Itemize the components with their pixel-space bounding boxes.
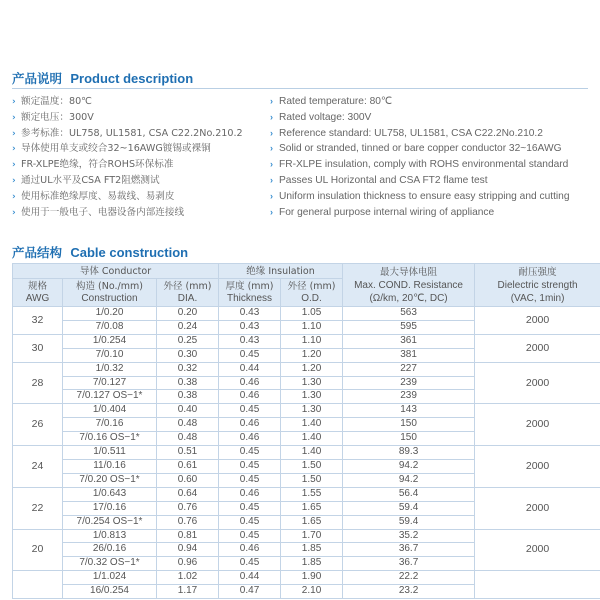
- description-item-text: Rated temperature: 80℃: [279, 96, 393, 107]
- description-item-text: Rated voltage: 300V: [279, 111, 372, 123]
- description-item: [12, 157, 262, 173]
- od-cell: 1.90: [281, 571, 343, 585]
- chevron-right-icon: ›: [270, 143, 273, 154]
- description-item-text: 导体使用单支或绞合32~16AWG镀锡或裸铜: [21, 143, 211, 155]
- thickness-cell: 0.45: [219, 557, 281, 571]
- header-dia: 外径 (mm) DIA.: [157, 279, 219, 307]
- awg-cell: [13, 571, 63, 599]
- dia-cell: 0.94: [157, 543, 219, 557]
- cable-construction-title-cn: 产品结构: [12, 245, 63, 260]
- dia-cell: 0.38: [157, 390, 219, 404]
- construction-cell: 7/0.127 OS−1*: [63, 390, 157, 404]
- table-row: [13, 529, 600, 543]
- dielectric-cell: 2000: [475, 529, 600, 571]
- table-row: [13, 307, 600, 321]
- description-item: [270, 189, 595, 205]
- dielectric-cell: 2000: [475, 446, 600, 488]
- table-row: [13, 446, 600, 460]
- od-cell: 1.40: [281, 446, 343, 460]
- od-cell: 1.30: [281, 376, 343, 390]
- description-item-text: 额定温度：80℃: [21, 96, 92, 107]
- dielectric-cell: 2000: [475, 334, 600, 362]
- dielectric-cell: 2000: [475, 404, 600, 446]
- construction-cell: 1/0.643: [63, 487, 157, 501]
- construction-cell: 1/0.511: [63, 446, 157, 460]
- chevron-right-icon: ›: [270, 111, 273, 122]
- resistance-cell: 361: [343, 334, 475, 348]
- od-cell: 1.30: [281, 404, 343, 418]
- dielectric-cell: 2000: [475, 307, 600, 335]
- resistance-cell: 381: [343, 348, 475, 362]
- dielectric-cell: 2000: [475, 362, 600, 404]
- thickness-cell: 0.45: [219, 529, 281, 543]
- chevron-right-icon: ›: [12, 112, 16, 123]
- cable-construction-title: [12, 243, 188, 261]
- od-cell: 1.40: [281, 432, 343, 446]
- thickness-cell: 0.46: [219, 543, 281, 557]
- resistance-cell: 36.7: [343, 557, 475, 571]
- description-item: [270, 173, 595, 189]
- description-item: [270, 157, 595, 173]
- header-thickness: 厚度 (mm) Thickness: [219, 279, 281, 307]
- description-item-text: 通过UL水平及CSA FT2阻燃测试: [21, 174, 160, 186]
- construction-cell: 7/0.10: [63, 348, 157, 362]
- resistance-cell: 94.2: [343, 459, 475, 473]
- dia-cell: 0.32: [157, 362, 219, 376]
- dia-cell: 0.51: [157, 446, 219, 460]
- header-construction: 构造 (No./mm) Construction: [63, 279, 157, 307]
- description-list-en: [270, 94, 595, 220]
- od-cell: 1.65: [281, 515, 343, 529]
- thickness-cell: 0.46: [219, 432, 281, 446]
- od-cell: 1.50: [281, 473, 343, 487]
- dia-cell: 0.48: [157, 418, 219, 432]
- construction-cell: 16/0.254: [63, 585, 157, 599]
- dielectric-cell: [475, 571, 600, 599]
- thickness-cell: 0.43: [219, 307, 281, 321]
- description-item: [12, 205, 262, 221]
- thickness-cell: 0.45: [219, 515, 281, 529]
- chevron-right-icon: ›: [270, 96, 273, 106]
- dia-cell: 0.40: [157, 404, 219, 418]
- thickness-cell: 0.45: [219, 446, 281, 460]
- product-description-title-en: Product description: [70, 71, 194, 86]
- resistance-cell: 563: [343, 307, 475, 321]
- resistance-cell: 59.4: [343, 501, 475, 515]
- dia-cell: 0.30: [157, 348, 219, 362]
- construction-cell: 7/0.08: [63, 320, 157, 334]
- description-item: [12, 189, 262, 205]
- awg-cell: 24: [13, 446, 63, 488]
- chevron-right-icon: ›: [12, 97, 16, 107]
- resistance-cell: 143: [343, 404, 475, 418]
- resistance-cell: 22.2: [343, 571, 475, 585]
- description-item: [270, 126, 595, 142]
- construction-cell: 7/0.127: [63, 376, 157, 390]
- description-item-text: 参考标准：UL758, UL1581, CSA C22.2No.210.2: [21, 127, 243, 139]
- construction-cell: 1/0.32: [63, 362, 157, 376]
- od-cell: 1.20: [281, 348, 343, 362]
- description-item-text: FR-XLPE insulation, comply with ROHS environmental standard: [279, 159, 569, 171]
- construction-cell: 1/0.20: [63, 307, 157, 321]
- construction-cell: 7/0.32 OS−1*: [63, 557, 157, 571]
- awg-cell: 32: [13, 307, 63, 335]
- thickness-cell: 0.43: [219, 320, 281, 334]
- product-description-title-cn: 产品说明: [12, 71, 63, 86]
- thickness-cell: 0.43: [219, 334, 281, 348]
- thickness-cell: 0.45: [219, 459, 281, 473]
- thickness-cell: 0.45: [219, 348, 281, 362]
- dia-cell: 0.61: [157, 459, 219, 473]
- thickness-cell: 0.44: [219, 571, 281, 585]
- table-row: [13, 362, 600, 376]
- od-cell: 1.55: [281, 487, 343, 501]
- resistance-cell: 59.4: [343, 515, 475, 529]
- header-insulation: 绝缘 Insulation: [219, 264, 343, 279]
- description-item-text: FR-XLPE绝缘，符合ROHS环保标准: [21, 159, 174, 171]
- construction-cell: 1/0.813: [63, 529, 157, 543]
- header-od: 外径 (mm) O.D.: [281, 279, 343, 307]
- description-item-text: 使用标准绝缘厚度、易裁线、易剥皮: [21, 190, 175, 202]
- od-cell: 2.10: [281, 585, 343, 599]
- thickness-cell: 0.46: [219, 487, 281, 501]
- description-item: [12, 94, 262, 110]
- table-row: [13, 404, 600, 418]
- dia-cell: 0.81: [157, 529, 219, 543]
- resistance-cell: 94.2: [343, 473, 475, 487]
- description-item-text: Reference standard: UL758, UL1581, CSA C22.2No.210.2: [279, 127, 543, 139]
- chevron-right-icon: ›: [270, 174, 273, 185]
- description-item: [270, 205, 595, 221]
- thickness-cell: 0.45: [219, 473, 281, 487]
- dia-cell: 1.17: [157, 585, 219, 599]
- dia-cell: 0.24: [157, 320, 219, 334]
- dia-cell: 0.25: [157, 334, 219, 348]
- chevron-right-icon: ›: [12, 160, 16, 171]
- section-divider: [12, 88, 588, 89]
- od-cell: 1.50: [281, 459, 343, 473]
- chevron-right-icon: ›: [270, 206, 273, 217]
- dielectric-cell: 2000: [475, 487, 600, 529]
- chevron-right-icon: ›: [12, 144, 16, 155]
- thickness-cell: 0.47: [219, 585, 281, 599]
- construction-cell: 1/0.404: [63, 404, 157, 418]
- awg-cell: 30: [13, 334, 63, 362]
- thickness-cell: 0.46: [219, 376, 281, 390]
- header-max-resistance: 最大导体电阻 Max. COND. Resistance (Ω/km, 20℃, DC): [343, 264, 475, 307]
- od-cell: 1.10: [281, 334, 343, 348]
- dia-cell: 0.20: [157, 307, 219, 321]
- od-cell: 1.65: [281, 501, 343, 515]
- od-cell: 1.70: [281, 529, 343, 543]
- resistance-cell: 595: [343, 320, 475, 334]
- resistance-cell: 150: [343, 432, 475, 446]
- description-item: [270, 110, 595, 126]
- description-item: [12, 126, 262, 142]
- resistance-cell: 239: [343, 390, 475, 404]
- construction-cell: 7/0.254 OS−1*: [63, 515, 157, 529]
- construction-cell: 7/0.20 OS−1*: [63, 473, 157, 487]
- description-item-text: Passes UL Horizontal and CSA FT2 flame test: [279, 174, 488, 186]
- resistance-cell: 150: [343, 418, 475, 432]
- dia-cell: 0.64: [157, 487, 219, 501]
- chevron-right-icon: ›: [12, 207, 16, 218]
- construction-cell: 7/0.16 OS−1*: [63, 432, 157, 446]
- dia-cell: 0.76: [157, 515, 219, 529]
- construction-cell: 1/0.254: [63, 334, 157, 348]
- product-description-title: [12, 69, 193, 87]
- header-dielectric-strength: 耐压强度 Dielectric strength (VAC, 1min): [475, 264, 600, 307]
- od-cell: 1.85: [281, 543, 343, 557]
- od-cell: 1.40: [281, 418, 343, 432]
- description-item: [270, 141, 595, 157]
- chevron-right-icon: ›: [12, 191, 16, 202]
- awg-cell: 28: [13, 362, 63, 404]
- resistance-cell: 227: [343, 362, 475, 376]
- description-item: [12, 110, 262, 126]
- resistance-cell: 89.3: [343, 446, 475, 460]
- chevron-right-icon: ›: [270, 127, 273, 138]
- od-cell: 1.05: [281, 307, 343, 321]
- dia-cell: 0.76: [157, 501, 219, 515]
- resistance-cell: 239: [343, 376, 475, 390]
- description-item-text: For general purpose internal wiring of appliance: [279, 206, 495, 218]
- thickness-cell: 0.46: [219, 390, 281, 404]
- od-cell: 1.10: [281, 320, 343, 334]
- dia-cell: 0.38: [157, 376, 219, 390]
- chevron-right-icon: ›: [270, 159, 273, 170]
- table-row: [13, 334, 600, 348]
- description-item-text: 使用于一般电子、电器设备内部连接线: [21, 206, 185, 218]
- construction-cell: 11/0.16: [63, 459, 157, 473]
- chevron-right-icon: ›: [12, 128, 16, 139]
- cable-construction-title-en: Cable construction: [70, 245, 189, 260]
- construction-cell: 17/0.16: [63, 501, 157, 515]
- description-item-text: 额定电压：300V: [21, 111, 94, 123]
- resistance-cell: 35.2: [343, 529, 475, 543]
- header-conductor: 导体 Conductor: [13, 264, 219, 279]
- table-body: [13, 307, 600, 599]
- header-awg: 规格 AWG: [13, 279, 63, 307]
- thickness-cell: 0.44: [219, 362, 281, 376]
- od-cell: 1.20: [281, 362, 343, 376]
- dia-cell: 0.48: [157, 432, 219, 446]
- od-cell: 1.85: [281, 557, 343, 571]
- description-list-cn: [12, 94, 262, 220]
- awg-cell: 22: [13, 487, 63, 529]
- thickness-cell: 0.45: [219, 404, 281, 418]
- awg-cell: 20: [13, 529, 63, 571]
- chevron-right-icon: ›: [12, 175, 16, 186]
- thickness-cell: 0.46: [219, 418, 281, 432]
- construction-cell: 26/0.16: [63, 543, 157, 557]
- dia-cell: 0.96: [157, 557, 219, 571]
- dia-cell: 0.60: [157, 473, 219, 487]
- description-item-text: Solid or stranded, tinned or bare copper conductor 32~16AWG: [279, 143, 562, 155]
- awg-cell: 26: [13, 404, 63, 446]
- construction-cell: 7/0.16: [63, 418, 157, 432]
- construction-cell: 1/1.024: [63, 571, 157, 585]
- description-item-text: Uniform insulation thickness to ensure easy stripping and cutting: [279, 190, 570, 202]
- thickness-cell: 0.45: [219, 501, 281, 515]
- table-row: [13, 571, 600, 585]
- chevron-right-icon: ›: [270, 190, 273, 201]
- resistance-cell: 56.4: [343, 487, 475, 501]
- table-row: [13, 487, 600, 501]
- description-item: [12, 141, 262, 157]
- resistance-cell: 23.2: [343, 585, 475, 599]
- od-cell: 1.30: [281, 390, 343, 404]
- description-item: [270, 94, 595, 110]
- cable-construction-table: [12, 263, 600, 599]
- dia-cell: 1.02: [157, 571, 219, 585]
- resistance-cell: 36.7: [343, 543, 475, 557]
- description-item: [12, 173, 262, 189]
